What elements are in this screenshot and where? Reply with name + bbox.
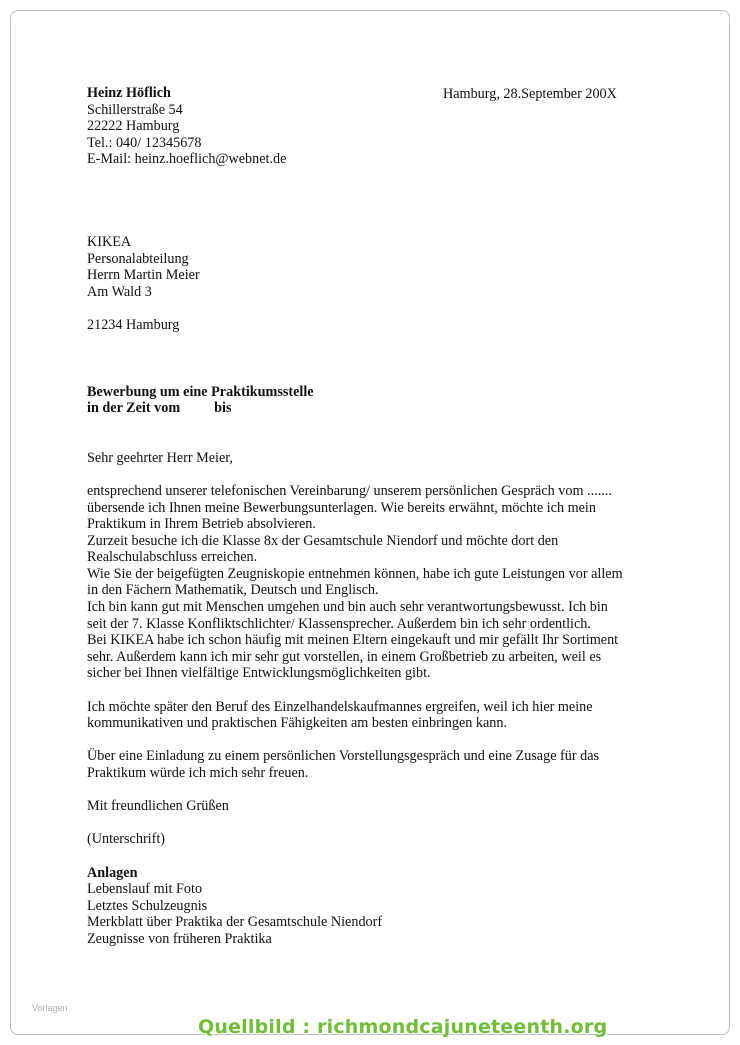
paragraph-line: sehr. Außerdem kann ich mir sehr gut vorstellen, in einem Großbetrieb zu arbeiten, weil es: [87, 648, 602, 665]
paragraph-line: entsprechend unserer telefonischen Vereinbarung/ unserem persönlichen Gespräch vom .......: [87, 482, 612, 499]
paragraph-1: [87, 483, 667, 682]
paragraph-line: kommunikativen und praktischen Fähigkeiten am besten einbringen kann.: [87, 715, 508, 732]
salutation: Sehr geehrter Herr Meier,: [87, 449, 233, 466]
sender-email: E-Mail: heinz.hoeflich@webnet.de: [87, 151, 287, 168]
recipient-department: Personalabteilung: [87, 250, 189, 267]
recipient-block: [87, 234, 667, 334]
paragraph-line: übersende ich Ihnen meine Bewerbungsunterlagen. Wie bereits erwähnt, möchte ich mein: [87, 499, 596, 516]
sender-phone: Tel.: 040/ 12345678: [87, 134, 202, 151]
source-watermark: Quellbild : richmondcajuneteenth.org: [198, 1016, 608, 1038]
paragraph-line: Praktikum würde ich mich sehr freuen.: [87, 765, 309, 781]
sender-street: Schillerstraße 54: [87, 101, 183, 118]
recipient-street: Am Wald 3: [87, 283, 152, 300]
paragraph-line: Wie Sie der beigefügten Zeugniskopie entnehmen können, habe ich gute Leistungen vor allem: [87, 565, 623, 582]
paragraph-line: Realschulabschluss erreichen.: [87, 549, 258, 566]
paragraph-line: seit der 7. Klasse Konfliktschlichter/ Klassensprecher. Außerdem bin ich sehr ordentlich.: [87, 615, 591, 632]
sender-city: 22222 Hamburg: [87, 118, 180, 135]
paragraph-line: Zurzeit besuche ich die Klasse 8x der Gesamtschule Niendorf und möchte dort den: [87, 532, 559, 549]
recipient-company: KIKEA: [87, 233, 132, 250]
signature-placeholder: (Unterschrift): [87, 831, 165, 848]
small-watermark: Vorlagen: [32, 1003, 68, 1013]
attachment-item: Letztes Schulzeugnis: [87, 897, 208, 914]
sender-name: Heinz Höflich: [87, 85, 171, 101]
paragraph-line: Ich möchte später den Beruf des Einzelhandelskaufmannes ergreifen, weil ich hier meine: [87, 698, 593, 715]
paragraph-line: Über eine Einladung zu einem persönlichen Vorstellungsgespräch und eine Zusage für das: [87, 748, 600, 765]
subject-line-2: [87, 400, 667, 417]
subject-from: in der Zeit vom: [87, 400, 181, 417]
attachments-heading: Anlagen: [87, 864, 138, 881]
attachment-item: Lebenslauf mit Foto: [87, 881, 203, 898]
paragraph-line: Ich bin kann gut mit Menschen umgehen und bin auch sehr verantwortungsbewusst. Ich bin: [87, 599, 608, 616]
letter-date: Hamburg, 28.September 200X: [443, 86, 617, 102]
recipient-person: Herrn Martin Meier: [87, 267, 200, 284]
paragraph-line: sicher bei Ihnen vielfältige Entwicklungsmöglichkeiten gibt.: [87, 665, 431, 682]
closing: Mit freundlichen Grüßen: [87, 798, 229, 815]
attachment-item: Zeugnisse von früheren Praktika: [87, 930, 272, 947]
sender-block: [87, 85, 667, 168]
subject-block: [87, 384, 667, 417]
attachments-block: [87, 865, 667, 948]
subject-line-1: Bewerbung um eine Praktikumsstelle: [87, 383, 314, 400]
subject-to: bis: [214, 400, 232, 417]
paragraph-2: [87, 699, 667, 732]
recipient-city: 21234 Hamburg: [87, 316, 180, 333]
paragraph-3: [87, 748, 667, 781]
paragraph-line: Bei KIKEA habe ich schon häufig mit meinen Eltern eingekauft und mir gefällt Ihr Sortiment: [87, 632, 619, 649]
letter-body: [87, 85, 667, 948]
paragraph-line: Praktikum in Ihrem Betrieb absolvieren.: [87, 516, 316, 533]
paragraph-line: in den Fächern Mathematik, Deutsch und Englisch.: [87, 582, 379, 599]
attachment-item: Merkblatt über Praktika der Gesamtschule Niendorf: [87, 914, 383, 931]
